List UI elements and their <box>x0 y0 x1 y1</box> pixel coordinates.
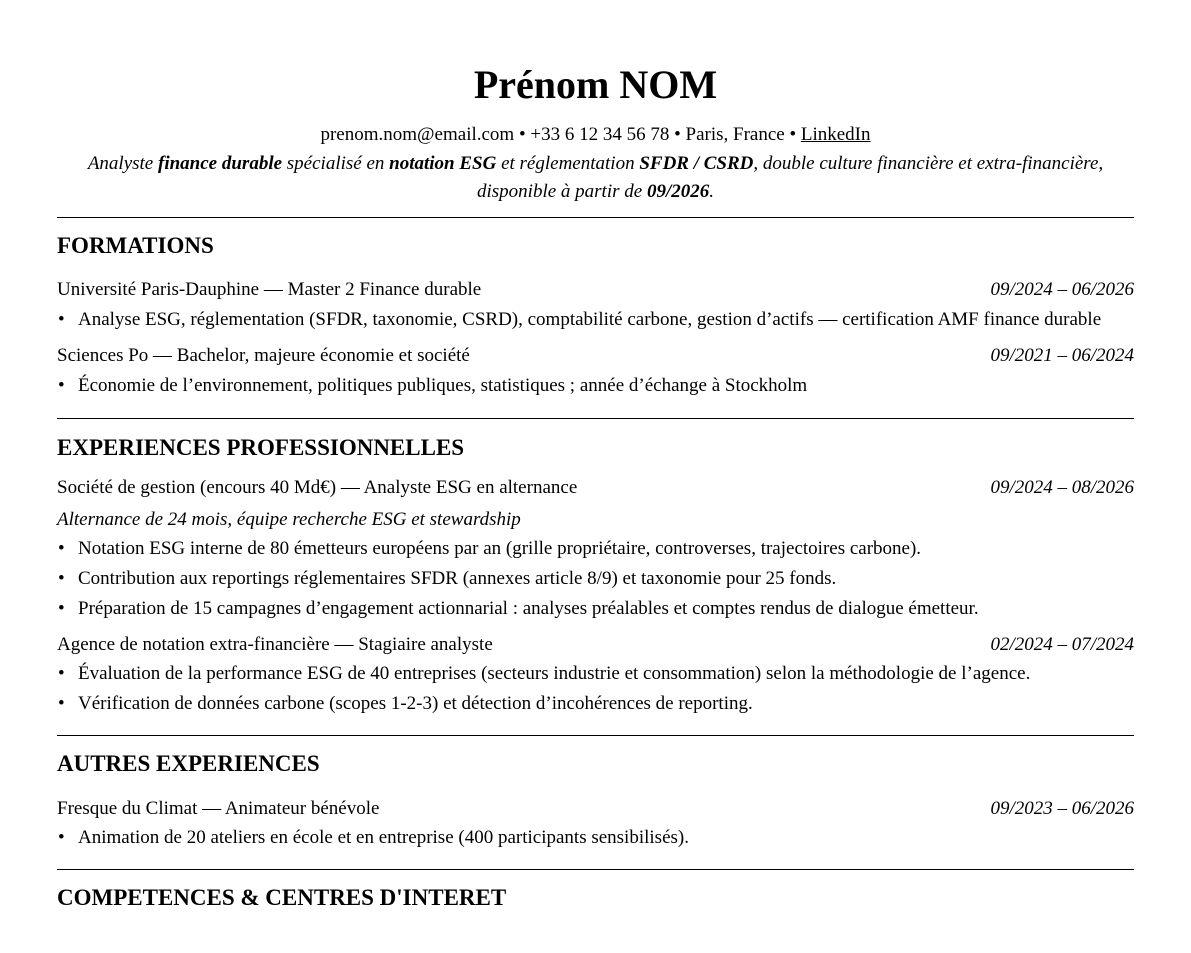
experience-entry <box>57 632 1134 718</box>
bullet-item: • Analyse ESG, réglementation (SFDR, taxonomie, CSRD), comptabilité carbone, gestion d’actifs — certification AMF finance durable <box>57 305 1134 334</box>
section-title-formations: FORMATIONS <box>57 233 214 258</box>
summary-text: et réglementation <box>496 153 640 174</box>
bullet-item: • Économie de l’environnement, politiques publiques, statistiques ; année d’échange à Stockholm <box>57 371 1134 400</box>
resume-page <box>57 0 1134 912</box>
candidate-name: Prénom NOM <box>473 62 718 107</box>
entry-title: Agence de notation extra-financière — Stagiaire analyste <box>57 634 493 655</box>
entry-title: Société de gestion (encours 40 Md€) — Analyste ESG en alternance <box>57 477 578 498</box>
entry-title: Université Paris-Dauphine — Master 2 Finance durable <box>57 279 482 300</box>
education-entry <box>57 343 1134 400</box>
summary-text: Analyste <box>87 153 158 174</box>
separator: • <box>674 124 681 145</box>
section-divider <box>57 869 1134 870</box>
section-title-experiences: EXPERIENCES PROFESSIONNELLES <box>57 435 465 460</box>
entry-date: 02/2024 – 07/2024 <box>990 634 1134 655</box>
summary-emphasis: finance durable <box>158 153 283 174</box>
section-title-competences: COMPETENCES & CENTRES D'INTERET <box>57 885 507 910</box>
other-experience-entry <box>57 796 1134 852</box>
linkedin-link[interactable]: LinkedIn <box>800 124 871 145</box>
profile-summary <box>57 150 1134 206</box>
entry-date: 09/2023 – 06/2026 <box>990 798 1134 819</box>
summary-emphasis: 09/2026 <box>646 181 710 202</box>
entry-date: 09/2024 – 06/2026 <box>990 279 1134 300</box>
bullet-item: • Évaluation de la performance ESG de 40 entreprises (secteurs industrie et consommation) selon la méthodologie de l’agence. <box>57 659 1134 688</box>
phone-text: +33 6 12 34 56 78 <box>530 124 670 145</box>
section-title-autres: AUTRES EXPERIENCES <box>57 751 320 776</box>
experience-entry <box>57 475 1134 623</box>
separator: • <box>518 124 526 145</box>
separator: • <box>789 124 797 145</box>
entry-title: Sciences Po — Bachelor, majeure économie et société <box>57 345 470 366</box>
entry-subtitle: Alternance de 24 mois, équipe recherche ESG et stewardship <box>57 509 521 530</box>
summary-text: , double culture financière et extra-financière, disponible à partir de <box>477 153 1104 202</box>
section-divider <box>57 418 1134 419</box>
location-text: Paris, France <box>685 124 785 145</box>
contact-line <box>57 122 1134 148</box>
bullet-item: • Animation de 20 ateliers en école et en entreprise (400 participants sensibilisés). <box>57 823 1134 852</box>
summary-emphasis: SFDR / CSRD <box>639 153 754 174</box>
summary-text: spécialisé en <box>282 153 390 174</box>
email-text: prenom.nom@email.com <box>320 124 515 145</box>
bullet-item: • Vérification de données carbone (scopes 1-2-3) et détection d’incohérences de reporting. <box>57 689 1134 718</box>
section-divider <box>57 217 1134 218</box>
entry-date: 09/2024 – 08/2026 <box>990 477 1134 498</box>
entry-title: Fresque du Climat — Animateur bénévole <box>57 798 380 819</box>
education-entry <box>57 277 1134 334</box>
summary-text: . <box>709 181 714 202</box>
entry-date: 09/2021 – 06/2024 <box>990 345 1134 366</box>
section-divider <box>57 735 1134 736</box>
summary-emphasis: notation ESG <box>389 153 497 174</box>
bullet-item: • Préparation de 15 campagnes d’engagement actionnarial : analyses préalables et comptes rendus de dialogue émetteur. <box>57 594 1134 623</box>
bullet-item: • Contribution aux reportings réglementaires SFDR (annexes article 8/9) et taxonomie pour 25 fonds. <box>57 564 1134 593</box>
bullet-item: • Notation ESG interne de 80 émetteurs européens par an (grille propriétaire, controverses, trajectoires carbone). <box>57 534 1134 563</box>
